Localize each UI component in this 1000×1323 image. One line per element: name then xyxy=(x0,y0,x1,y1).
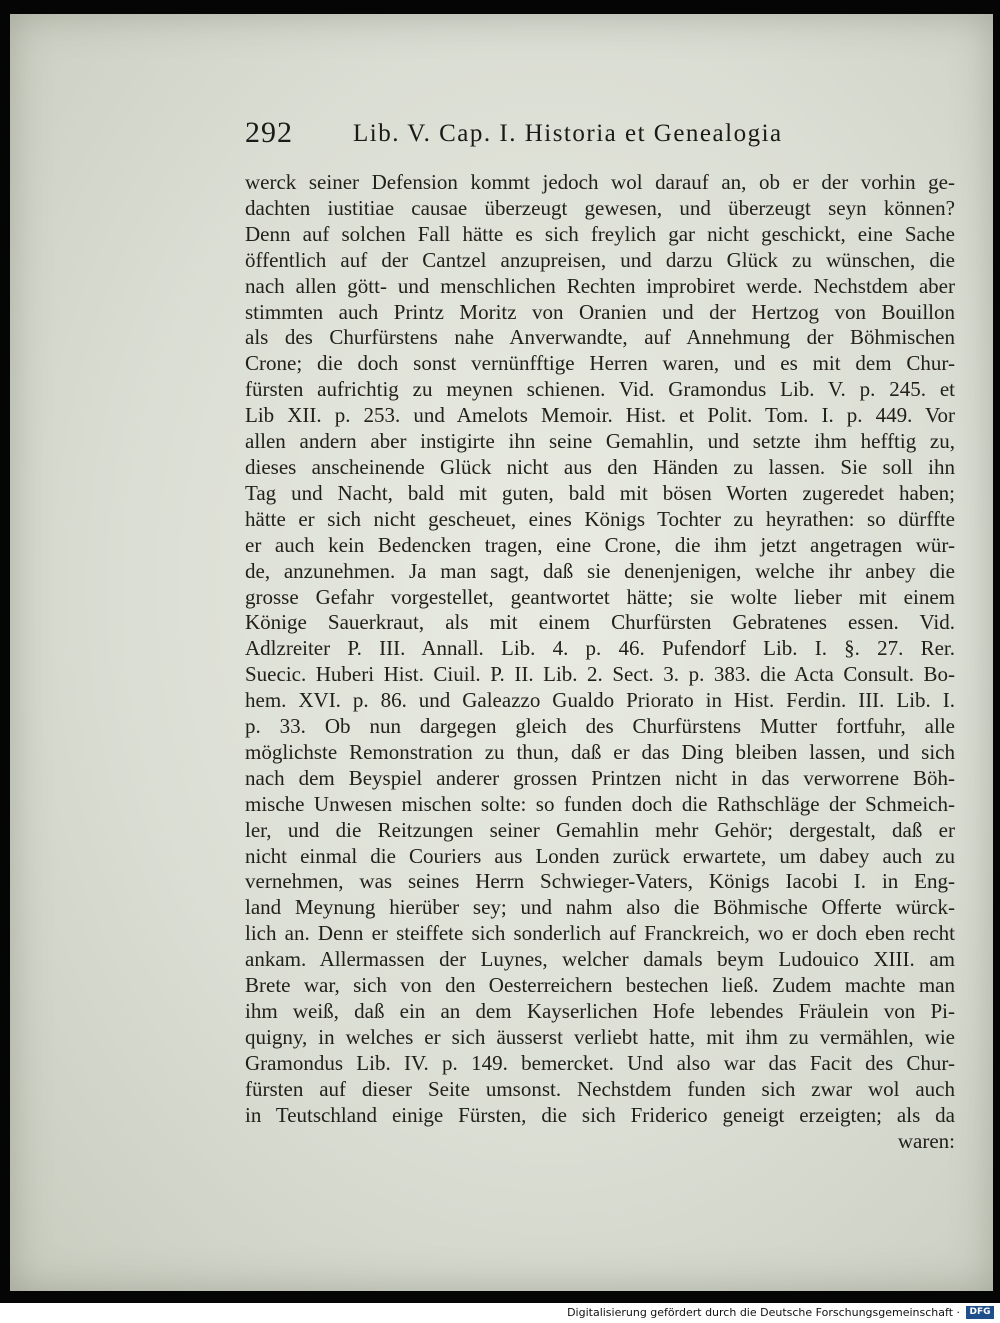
text-line: Gramondus Lib. IV. p. 149. bemercket. Und also war das Facit des Chur- xyxy=(245,1050,955,1075)
text-line: möglichste Remonstration zu thun, daß er das Ding bleiben lassen, und sich xyxy=(245,739,955,764)
text-line: nach dem Beyspiel anderer grossen Printzen nicht in das verworrene Böh- xyxy=(245,765,955,790)
text-line: ihm weiß, daß ein an dem Kayserlichen Hofe lebendes Fräulein von Pi- xyxy=(245,999,955,1023)
text-line: de, anzunehmen. Ja man sagt, daß sie denenjenigen, welche ihr anbey die xyxy=(245,558,955,583)
text-line: lich an. Denn er steiffete sich sonderlich auf Franckreich, wo er doch eben recht xyxy=(245,921,955,946)
text-line: Tag und Nacht, bald mit guten, bald mit bösen Worten zugeredet haben; xyxy=(245,480,955,505)
text-line: grosse Gefahr vorgestellet, geantwortet hätte; sie wolte lieber mit einem xyxy=(245,584,955,609)
running-head xyxy=(245,114,965,154)
text-line: fürsten auf dieser Seite umsonst. Nechstdem funden sich zwar wol auch xyxy=(245,1076,955,1101)
text-line: hätte er sich nicht gescheuet, eines Königs Tochter zu heyrathen: so dürffte xyxy=(245,506,955,531)
text-line: ler, und die Reitzungen seiner Gemahlin mehr Gehör; dergestalt, daß er xyxy=(245,817,955,842)
text-line: nicht einmal die Couriers aus Londen zurück erwartete, um dabey auch zu xyxy=(245,843,955,868)
text-line: dachten iustitiae causae überzeugt gewesen, und überzeugt seyn können? xyxy=(245,195,955,220)
text-line: er auch kein Bedencken tragen, eine Crone, die ihm jetzt angetragen wür- xyxy=(245,532,955,557)
text-line: in Teutschland einige Fürsten, die sich Friderico geneigt erzeigten; als da xyxy=(245,1102,955,1127)
text-line: Lib XII. p. 253. und Amelots Memoir. Hist. et Polit. Tom. I. p. 449. Vor xyxy=(245,403,955,428)
text-line: Brete war, sich von den Oesterreichern bestechen ließ. Zudem machte man xyxy=(245,973,955,998)
text-line: land Meynung hierüber sey; und nahm also die Böhmische Offerte würck- xyxy=(245,895,955,920)
text-line: Suecic. Huberi Hist. Ciuil. P. II. Lib. 2. Sect. 3. p. 383. die Acta Consult. Bo- xyxy=(245,662,955,687)
dfg-logo-icon: DFG xyxy=(966,1306,994,1319)
text-line: werck seiner Defension kommt jedoch wol darauf an, ob er der vorhin ge- xyxy=(245,170,955,194)
dfg-credit-text: Digitalisierung gefördert durch die Deutsche Forschungsgemeinschaft · xyxy=(567,1306,960,1319)
text-line: fürsten aufrichtig zu meynen schienen. Vid. Gramondus Lib. V. p. 245. et xyxy=(245,377,955,402)
text-line: Könige Sauerkraut, als mit einem Churfürsten Gebratenes essen. Vid. xyxy=(245,610,955,635)
book-page xyxy=(10,14,993,1291)
credit-bar xyxy=(0,1303,1000,1323)
text-line: allen andern aber instigirte ihn seine Gemahlin, und setzte ihm hefftig zu, xyxy=(245,429,955,454)
text-line: p. 33. Ob nun dargegen gleich des Churfürstens Mutter fortfuhr, alle xyxy=(245,714,955,739)
text-line: vernehmen, was seines Herrn Schwieger-Vaters, Königs Iacobi I. in Eng- xyxy=(245,869,955,894)
text-line: Crone; die doch sonst vernünfftige Herren waren, und es mit dem Chur- xyxy=(245,351,955,376)
text-line: mische Unwesen mischen solte: so funden doch die Rathschläge der Schmeich- xyxy=(245,791,955,816)
text-line: öffentlich auf der Cantzel anzupreisen, und darzu Glück zu wünschen, die xyxy=(245,247,955,272)
text-line: Denn auf solchen Fall hätte es sich freylich gar nicht geschickt, eine Sache xyxy=(245,221,955,246)
text-line: ankam. Allermassen der Luynes, welcher damals beym Ludouico XIII. am xyxy=(245,947,955,972)
text-line: hem. XVI. p. 86. und Galeazzo Gualdo Priorato in Hist. Ferdin. III. Lib. I. xyxy=(245,688,955,713)
body-text xyxy=(245,170,955,1154)
running-head-title: Lib. V. Cap. I. Historia et Genealogia xyxy=(353,120,783,147)
text-line: nach allen gött- und menschlichen Rechten improbiret werde. Nechstdem aber xyxy=(245,273,955,298)
text-line: Adlzreiter P. III. Annall. Lib. 4. p. 46. Pufendorf Lib. I. §. 27. Rer. xyxy=(245,636,955,661)
text-line: waren: xyxy=(897,1128,955,1153)
text-line: stimmten auch Printz Moritz von Oranien und der Hertzog von Bouillon xyxy=(245,299,955,324)
text-line: als des Churfürstens nahe Anverwandte, auf Annehmung der Böhmischen xyxy=(245,325,955,350)
text-line: dieses anscheinende Glück nicht aus den Händen zu lassen. Sie soll ihn xyxy=(245,454,955,479)
text-line: quigny, in welches er sich äusserst verliebt hatte, mit ihm zu vermählen, wie xyxy=(245,1024,955,1049)
page-number: 292 xyxy=(245,116,293,149)
